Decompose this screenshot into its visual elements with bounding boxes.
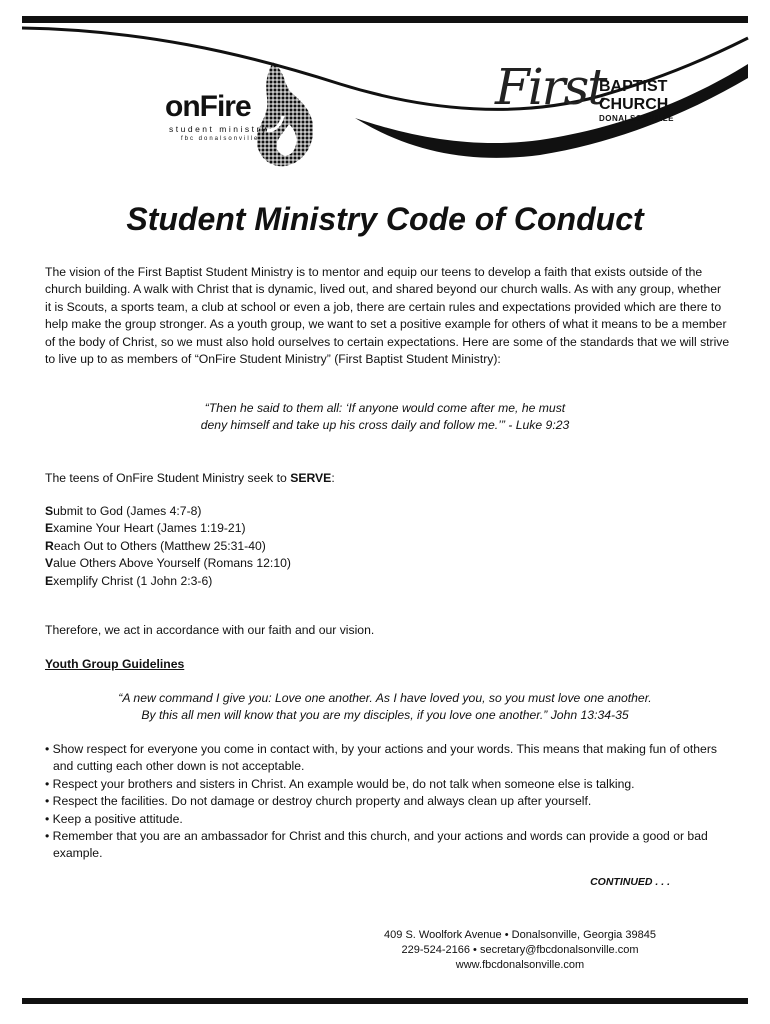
- footer-contact: 229-524-2166 • secretary@fbcdonalsonville.com: [401, 944, 639, 956]
- fbc-town-text: DONALSONVILLE: [599, 114, 674, 123]
- john-quote: [100, 690, 670, 725]
- onfire-wordmark: onFire: [165, 90, 251, 123]
- serve-intro: [45, 470, 730, 487]
- bottom-border-bar: [22, 998, 748, 1004]
- footer-address-block: [340, 928, 700, 973]
- serve-initial: E: [45, 521, 54, 536]
- fbc-first-script: First: [495, 58, 606, 116]
- serve-text: each Out to Others (Matthew 25:31-40): [53, 538, 266, 553]
- onfire-logo: [165, 60, 315, 180]
- serve-intro-colon: :: [331, 471, 335, 485]
- continued-label: CONTINUED . . .: [590, 876, 670, 888]
- serve-text: ubmit to God (James 4:7-8): [53, 504, 202, 518]
- fbc-baptist-text: BAPTIST: [599, 78, 668, 95]
- list-item: • Show respect for everyone you come in contact with, by your actions and your words. This means that making fun of others and cutting each other down is not acceptable.: [45, 742, 717, 774]
- luke-quote-line-1: “Then he said to them all: ‘If anyone would come after me, he must: [204, 401, 566, 415]
- fbc-church-text: CHURCH: [599, 96, 669, 113]
- serve-initial: V: [45, 556, 54, 571]
- onfire-church-name: fbc donalsonville: [181, 136, 260, 142]
- john-quote-line-2: By this all men will know that you are my disciples, if you love one another.” John 13:34-35: [141, 708, 629, 723]
- list-item: [45, 503, 730, 520]
- list-item: • Keep a positive attitude.: [45, 811, 183, 826]
- list-item: [45, 555, 730, 572]
- luke-quote: [150, 400, 620, 435]
- intro-paragraph: The vision of the First Baptist Student Ministry is to mentor and equip our teens to develop a faith that exists outside of the church building. A walk with Christ that is dynamic, lived out, and shared beyond our church walls. As with any group, whether it is Scouts, a sports team, a club at school or even a job, there are certain rules and expectations provided which are there to help make the group stronger. As a youth group, we want to set a positive example for others of what it means to be a member of the body of Christ, so we must also hold ourselves to certain expectations. Here are some of the standards that we will strive to live up to as members of “OnFire Student Ministry” (First Baptist Student Ministry):: [45, 265, 730, 367]
- list-item: [45, 520, 730, 537]
- footer-address: 409 S. Woolfork Avenue • Donalsonville, Georgia 39845: [384, 929, 656, 941]
- onfire-subtitle: student ministry: [169, 124, 269, 134]
- serve-keyword: SERVE: [290, 471, 332, 485]
- list-item: [45, 538, 730, 555]
- serve-text: xemplify Christ (1 John 2:3-6): [53, 573, 213, 588]
- footer-website: www.fbcdonalsonville.com: [455, 959, 585, 971]
- serve-text: xamine Your Heart (James 1:19-21): [53, 521, 246, 536]
- luke-quote-line-2: deny himself and take up his cross daily and follow me.’” - Luke 9:23: [200, 418, 570, 433]
- john-quote-line-1: “A new command I give you: Love one another. As I have loved you, so you must love one another.: [118, 691, 652, 705]
- flame-icon: [253, 60, 319, 172]
- serve-text: alue Others Above Yourself (Romans 12:10): [53, 556, 291, 571]
- serve-intro-text: The teens of OnFire Student Ministry seek to: [45, 471, 291, 485]
- therefore-statement: Therefore, we act in accordance with our faith and our vision.: [45, 623, 375, 637]
- page-title: Student Ministry Code of Conduct: [126, 201, 644, 237]
- guidelines-heading: Youth Group Guidelines: [45, 657, 185, 671]
- first-baptist-logo: [495, 56, 695, 146]
- list-item: • Remember that you are an ambassador for Christ and this church, and your actions and words can provide a good or bad example.: [45, 829, 708, 861]
- guidelines-list: [45, 741, 735, 863]
- list-item: • Respect the facilities. Do not damage or destroy church property and always clean up after yourself.: [45, 794, 592, 809]
- list-item: • Respect your brothers and sisters in Christ. An example would be, do not talk when someone else is talking.: [45, 776, 635, 791]
- serve-list: [45, 503, 730, 590]
- serve-initial: S: [45, 504, 54, 518]
- serve-initial: R: [45, 538, 54, 553]
- serve-initial: E: [45, 573, 54, 588]
- list-item: [45, 573, 730, 590]
